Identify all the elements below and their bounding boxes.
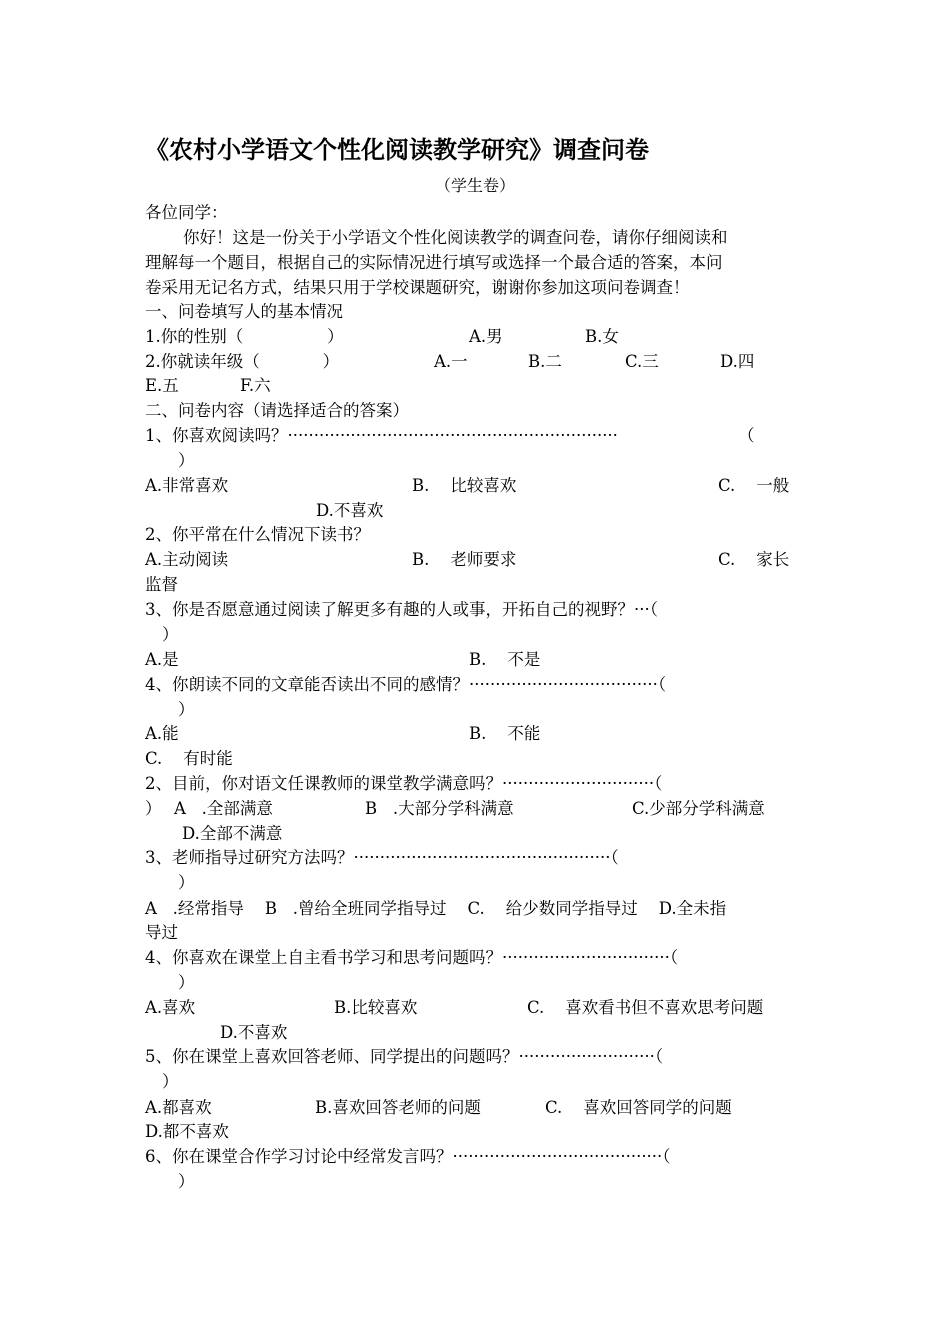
option-c: C. 一般 [718,476,790,495]
basic-question-grade: 2.你就读年级（ ） [145,352,340,371]
option-c: C. 喜欢看书但不喜欢思考问题 [527,998,764,1017]
option-a: A.一 [434,352,468,371]
options-line: A .经常指导 B .曾给全班同学指导过 C. 给少数同学指导过 D.全未指 [145,899,727,918]
option-d: D.都不喜欢 [145,1122,229,1141]
answer-bracket-close: ） [178,700,195,719]
document-subtitle: （学生卷） [434,176,515,195]
option-b: B.喜欢回答老师的问题 [315,1098,481,1117]
intro-line: 理解每一个题目，根据自己的实际情况进行填写或选择一个最合适的答案，本问 [145,253,723,272]
option-b: B. 不能 [469,724,541,743]
question-text: 2、你平常在什么情况下读书？ [145,525,370,544]
option-d: D.四 [720,352,755,371]
intro-line: 卷采用无记名方式，结果只用于学校课题研究，谢谢你参加这项问卷调查！ [145,278,690,297]
option-a: A.非常喜欢 [145,476,229,495]
question-text: 3、你是否愿意通过阅读了解更多有趣的人或事，开拓自己的视野？···（ [145,600,658,619]
option-d: D.全部不满意 [182,824,283,843]
option-a: A.都喜欢 [145,1098,212,1117]
question-text: 3、老师指导过研究方法吗？·················································（ [145,848,619,867]
option-c-continued: 监督 [145,575,178,594]
answer-bracket-close: ） [178,1172,195,1191]
option-b: B.二 [528,352,562,371]
answer-bracket-close: ） [162,625,179,644]
option-a: A.是 [145,650,179,669]
answer-bracket-open: （ [738,426,755,445]
option-c: C.三 [625,352,659,371]
option-f: F.六 [240,376,271,395]
question-text: 6、你在课堂合作学习讨论中经常发言吗？········································（ [145,1147,671,1166]
option-c: C. 有时能 [145,749,233,768]
answer-bracket-close: ） [178,451,195,470]
answer-bracket-close: ） [178,873,195,892]
intro-line: 你好！这是一份关于小学语文个性化阅读教学的调查问卷，请你仔细阅读和 [183,228,728,247]
option-d: D.不喜欢 [316,501,384,520]
answer-bracket-close: ） [178,973,195,992]
section-heading: 二、问卷内容（请选择适合的答案） [145,401,409,420]
option-a: A.喜欢 [145,998,196,1017]
option-c: C.少部分学科满意 [632,799,765,818]
basic-question-gender: 1.你的性别（ ） [145,327,344,346]
answer-bracket-close: ） [162,1072,179,1091]
answer-bracket-close: ） [145,799,162,818]
option-a: A.能 [145,724,179,743]
option-a: A .全部满意 [174,799,273,818]
greeting: 各位同学： [145,203,228,222]
option-a: A.主动阅读 [145,550,229,569]
options-line-continued: 导过 [145,923,178,942]
question-text: 1、你喜欢阅读吗？······························································· [145,426,618,445]
question-text: 4、你朗读不同的文章能否读出不同的感情？····································（ [145,675,667,694]
option-a: A.男 [469,327,503,346]
section-heading: 一、问卷填写人的基本情况 [145,302,343,321]
option-b: B. 老师要求 [412,550,517,569]
document-title: 《农村小学语文个性化阅读教学研究》调查问卷 [145,136,649,164]
option-e: E.五 [145,376,179,395]
option-b: B. 不是 [469,650,541,669]
option-b: B .大部分学科满意 [365,799,514,818]
option-b: B.女 [585,327,619,346]
question-text: 2、目前，你对语文任课教师的课堂教学满意吗？·····························（ [145,774,663,793]
question-text: 5、你在课堂上喜欢回答老师、同学提出的问题吗？··························（ [145,1047,664,1066]
option-d: D.不喜欢 [220,1023,288,1042]
option-c: C. 家长 [718,550,790,569]
question-text: 4、你喜欢在课堂上自主看书学习和思考问题吗？································（ [145,948,679,967]
option-b: B.比较喜欢 [334,998,418,1017]
option-b: B. 比较喜欢 [412,476,517,495]
option-c: C. 喜欢回答同学的问题 [545,1098,732,1117]
